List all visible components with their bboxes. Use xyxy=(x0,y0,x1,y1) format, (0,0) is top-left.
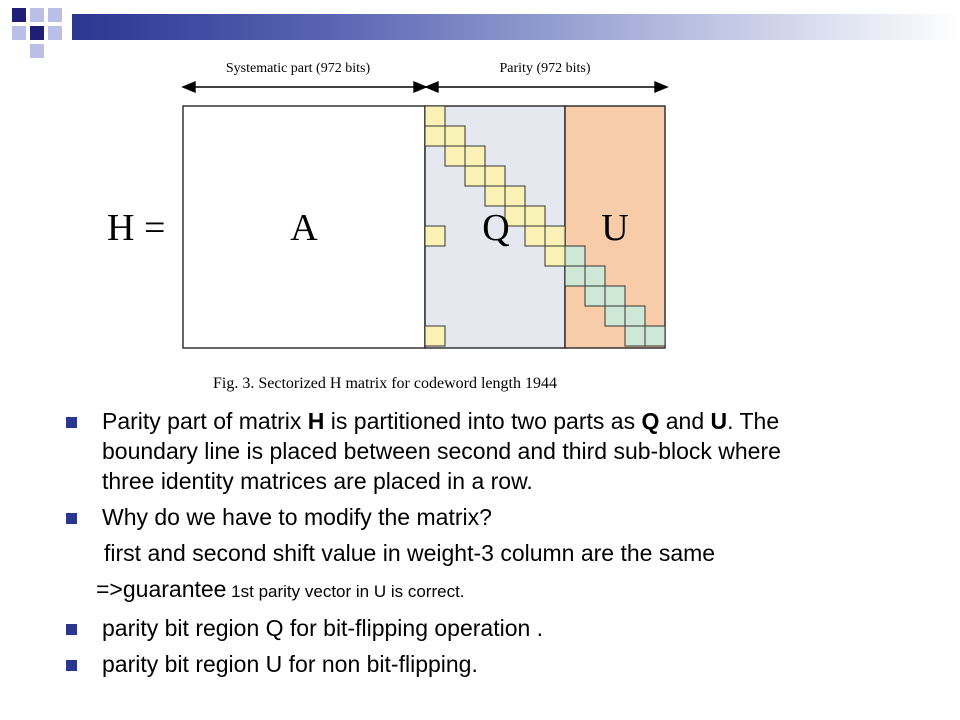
green-block xyxy=(605,306,625,326)
yellow-block xyxy=(465,166,485,186)
yellow-block xyxy=(545,246,565,266)
figure-caption: Fig. 3. Sectorized H matrix for codeword length 1944 xyxy=(213,375,557,392)
yellow-block xyxy=(425,226,445,246)
bullet-item-question: Why do we have to modify the matrix? xyxy=(66,502,936,532)
green-block xyxy=(565,266,585,286)
dimension-arrows xyxy=(183,82,667,92)
bullet-item-region-q: parity bit region Q for bit-flipping operation . xyxy=(66,613,936,643)
yellow-block xyxy=(525,226,545,246)
systematic-part-label: Systematic part (972 bits) xyxy=(225,61,371,76)
h-matrix-figure xyxy=(95,48,705,398)
yellow-block xyxy=(465,146,485,166)
bullet-line: Parity part of matrix H is partitioned into two parts as Q and U. The xyxy=(66,406,936,436)
header-square xyxy=(30,26,44,40)
yellow-block xyxy=(505,186,525,206)
green-block xyxy=(585,286,605,306)
bullet-note: =>guarantee 1st parity vector in U is correct. xyxy=(96,576,465,602)
header-square xyxy=(30,44,44,58)
yellow-block xyxy=(545,226,565,246)
region-u-term: U xyxy=(710,408,728,434)
yellow-block xyxy=(425,126,445,146)
yellow-block xyxy=(425,106,445,126)
u-label: U xyxy=(601,207,629,249)
a-label: A xyxy=(290,207,318,249)
green-block xyxy=(605,286,625,306)
yellow-block xyxy=(525,206,545,226)
bullet-item-region-u: parity bit region U for non bit-flipping. xyxy=(66,649,936,679)
header-square xyxy=(12,26,26,40)
bullet-list xyxy=(66,406,936,679)
green-block xyxy=(585,266,605,286)
region-q-term: Q xyxy=(641,408,660,434)
green-block xyxy=(625,326,645,346)
yellow-block xyxy=(485,186,505,206)
h-equals-label: H = xyxy=(107,207,166,249)
parity-part-label: Parity (972 bits) xyxy=(499,61,591,76)
header-gradient-bar xyxy=(72,14,960,40)
green-block xyxy=(565,246,585,266)
bullet-item-partition xyxy=(66,406,936,496)
matrix-h-term: H xyxy=(307,408,325,434)
green-block xyxy=(645,326,665,346)
bullet-detail: first and second shift value in weight-3 column are the same xyxy=(104,540,716,566)
header-square xyxy=(48,26,62,40)
yellow-block xyxy=(425,326,445,346)
yellow-block xyxy=(445,146,465,166)
yellow-block xyxy=(485,166,505,186)
green-block xyxy=(625,306,645,326)
header-square xyxy=(30,8,44,22)
header-square xyxy=(48,8,62,22)
bullet-continuation: boundary line is placed between second and third sub-block where xyxy=(102,438,781,464)
q-label: Q xyxy=(482,207,510,249)
yellow-block xyxy=(445,126,465,146)
header-square xyxy=(12,8,26,22)
bullet-continuation: three identity matrices are placed in a row. xyxy=(102,468,533,494)
